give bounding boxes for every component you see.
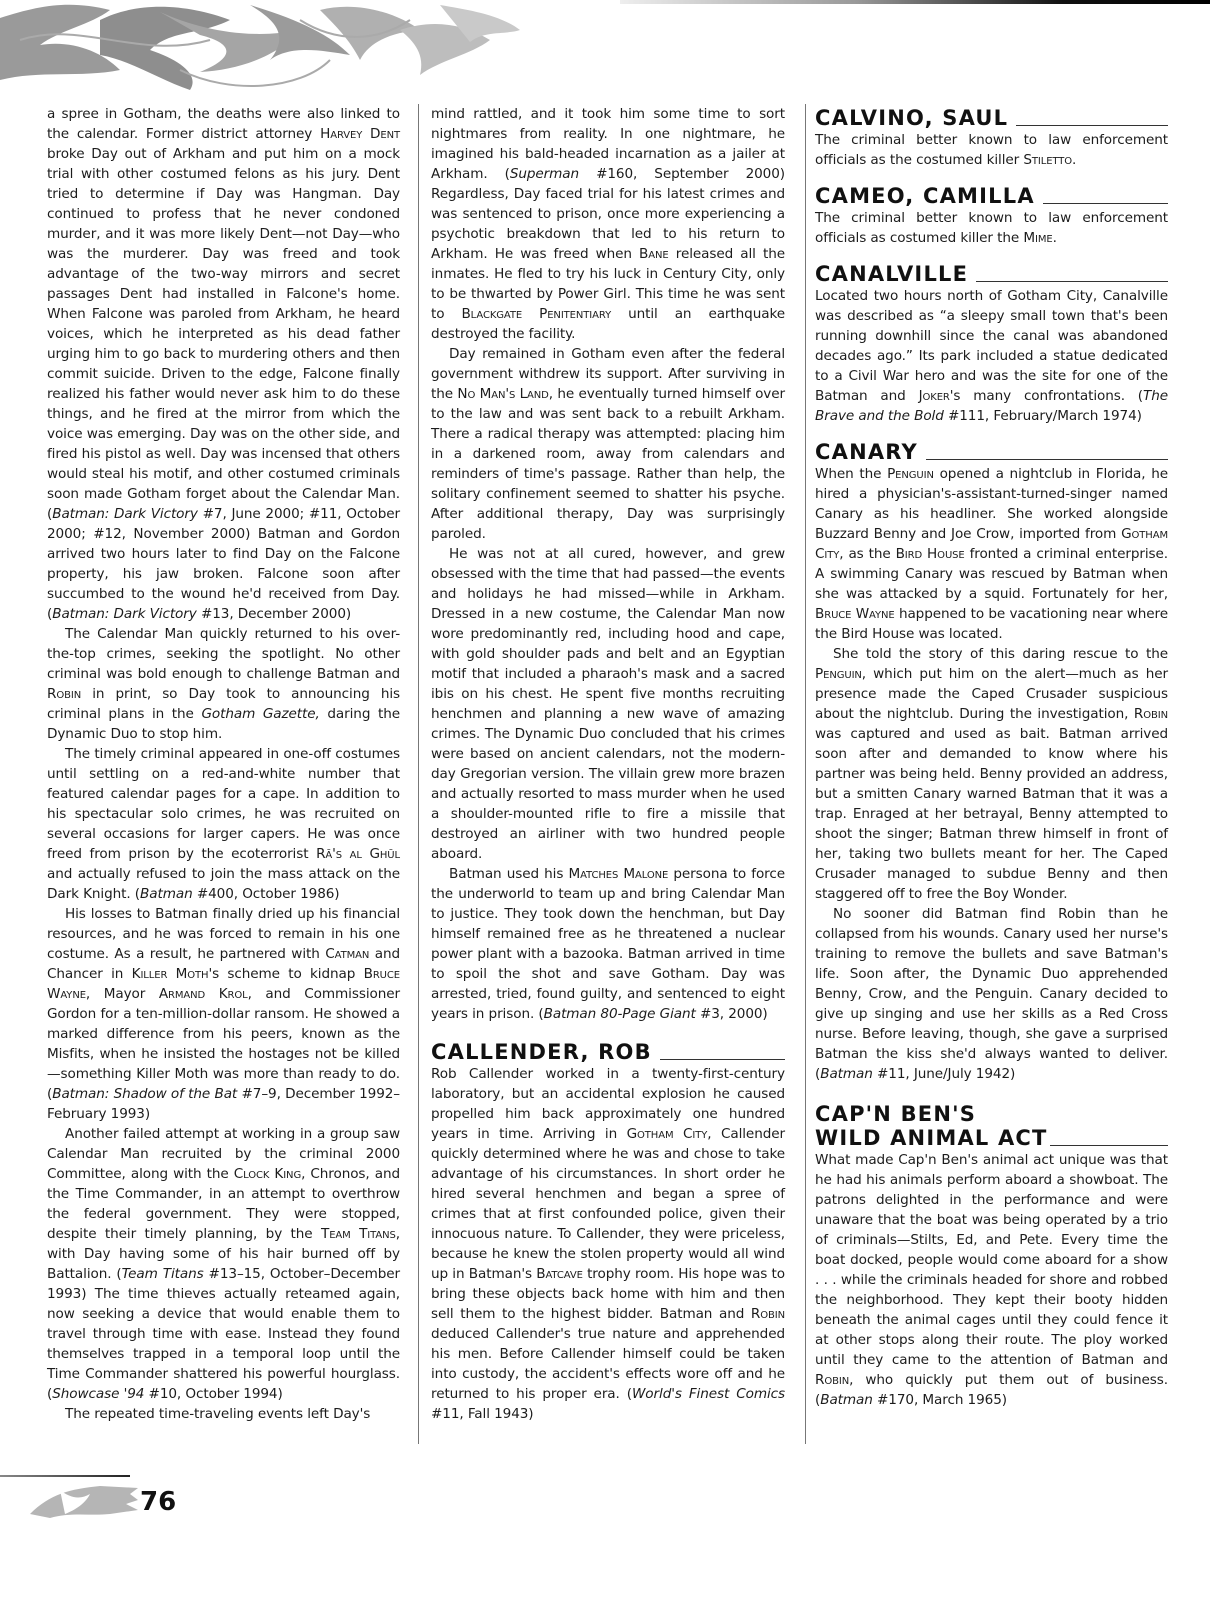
paragraph: Another failed attempt at working in a group saw Calendar Man recruited by the criminal 2000 Committee, along with the Clock King, Chronos, and the Time Commander, in an attempt to overthrow the federal government. They were stopped, despite their timely planning, by the Team Titans, with Day having some of his hair burned off by Battalion. (Team Titans #13–15, October–December 1993) The time thieves actually reteamed again, now seeking a device that would enable them to travel through time with ease. Instead they found themselves trapped in a temporal loop until the Time Commander shattered his powerful hourglass. (Showcase '94 #10, October 1994): [47, 1126, 401, 1402]
footer-rule: [0, 1475, 130, 1477]
entry-heading-canalville: CANALVILLE: [815, 262, 1168, 286]
entry-body-calvino: The criminal better known to law enforcement officials as the costumed killer Stiletto.: [815, 132, 1168, 168]
paragraph: Day remained in Gotham even after the federal government withdrew its support. After surviving in the No Man's Land, he eventually turned himself over to the law and was sent back to a rebuilt Arkham. There a radical therapy was attempted: placing him in a darkened room, away from calendars and reminders of time's passage. Rather than help, the solitary confinement seemed to shatter his psyche. After additional therapy, Day was surprisingly paroled.: [431, 346, 785, 542]
paragraph: The Calendar Man quickly returned to his over-the-top crimes, seeking the spotlight. No other criminal was bold enough to challenge Batman and Robin in print, so Day took to announcing his criminal plans in the Gotham Gazette, daring the Dynamic Duo to stop him.: [47, 626, 400, 742]
entry-heading-calvino: CALVINO, SAUL: [815, 106, 1168, 130]
heading-rule: [660, 1059, 785, 1060]
entry-heading-callender: CALLENDER, ROB: [431, 1040, 785, 1064]
entry-heading-capn-ben: CAP'N BEN'S WILD ANIMAL ACT: [815, 1102, 1168, 1150]
paragraph: The timely criminal appeared in one-off costumes until settling on a red-and-white number that featured calendar pages for a cape. In addition to his spectacular solo crimes, he was recruited on several occasions for larger capers. He was once freed from prison by the ecoterrorist Rā's al Ghūl and actually refused to join the mass attack on the Dark Knight. (Batman #400, October 1986): [47, 746, 400, 902]
header-rule: [620, 0, 1210, 4]
paragraph: mind rattled, and it took him some time to sort nightmares from reality. In one nightmare, he imagined his bald-headed incarnation as a jailer at Arkham. (Superman #160, September 2000) Regardless, Day faced trial for his latest crimes and was sentenced to prison, once more experiencing a psychotic breakdown that led to his return to Arkham. He was freed when Bane released all the inmates. He fled to try his luck in Century City, only to be thwarted by Power Girl. This time he was sent to Blackgate Penitentiary until an earthquake destroyed the facility.: [431, 106, 785, 342]
heading-rule: [1050, 1145, 1168, 1146]
entry-heading-canary: CANARY: [815, 440, 1168, 464]
entry-body-canalville: Located two hours north of Gotham City, Canalville was described as “a sleepy small town that's been running downhill since the canal was abandoned decades ago.” Its park included a statue dedicated to a Civil War hero and was the site for one of the Batman and Joker's many confrontations. (The Brave and the Bold #111, February/March 1974): [815, 288, 1168, 424]
entry-body-capn-ben: What made Cap'n Ben's animal act unique was that he had his animals perform aboard a showboat. The patrons delighted in the performance and were unaware that the boat was being operated by a trio of criminals—Stilts, Ed, and Pete. Every time the boat docked, people would come aboard for a show . . . while the criminals headed for shore and robbed the neighborhood. They kept their booty hidden beneath the animal cages until they could fence it at other stops along their route. The ploy worked until they came to the attention of Batman and Robin, who quickly put them out of business. (Batman #170, March 1965): [815, 1152, 1168, 1408]
paragraph: His losses to Batman finally dried up his financial resources, and he was forced to remain in his one costume. As a result, he partnered with Catman and Chancer in Killer Moth's scheme to kidnap Bruce Wayne, Mayor Armand Krol, and Commissioner Gordon for a ten-million-dollar ransom. He showed a marked difference from his peers, known as the Misfits, when he insisted the hostages not be killed—something Killer Moth was more than ready to do. (Batman: Shadow of the Bat #7–9, December 1992–February 1993): [47, 906, 400, 1122]
paragraph: She told the story of this daring rescue to the Penguin, which put him on the alert—much as her presence made the Caped Crusader suspicious about the nightclub. During the investigation, Robin was captured and used as bait. Batman arrived soon after and demanded to know where his partner was being held. Benny provided an address, but a smitten Canary warned Batman that it was a trap. Enraged at her betrayal, Benny attempted to shoot the singer; Batman threw himself in front of her, taking two bullets meant for her. The Caped Crusader managed to subdue Benny and then staggered off to free the Boy Wonder.: [815, 646, 1168, 902]
column-2: [431, 104, 785, 1424]
heading-rule: [926, 459, 1168, 460]
paragraph: a spree in Gotham, the deaths were also linked to the calendar. Former district attorney Harvey Dent broke Day out of Arkham and put him on a mock trial with other costumed felons as his jury. Dent tried to determine if Day was Hangman. Day continued to profess that he never condoned murder, and it was more likely Dent—not Day—who was the murderer. Day was freed and took advantage of the two-way mirrors and secret passages Dent had installed in Falcone's home. When Falcone was paroled from Arkham, he heard voices, which he interpreted as his dead father urging him to go back to murdering others and then commit suicide. Driven to the edge, Falcone finally realized his father would never ask him to do these things, and he fired at the mirror from which the voice was emerging. Day was on the other side, and fired his pistol as well. Day was incensed that others would steal his motif, and other costumed criminals soon made Gotham forget about the Calendar Man. (Batman: Dark Victory #7, June 2000; #11, October 2000; #12, November 2000) Batman and Gordon arrived two hours later to find Day on the Falcone property, his jaw broken. Falcone soon after succumbed to the wound he'd received from Day. (Batman: Dark Victory #13, December 2000): [47, 106, 401, 622]
heading-rule: [1016, 125, 1168, 126]
paragraph: The repeated time-traveling events left Day's: [65, 1406, 371, 1422]
bat-swirl-footer-icon: [30, 1484, 138, 1518]
entry-body-canary: When the Penguin opened a nightclub in Florida, he hired a physician's-assistant-turned-singer named Canary as his headliner. She worked alongside Buzzard Benny and Joe Crow, imported from Gotham City, as the Bird House fronted a criminal enterprise. A swimming Canary was rescued by Batman when she was attacked by a squid. Fortunately for her, Bruce Wayne happened to be vacationing near where the Bird House was located.: [815, 466, 1169, 642]
page-number: 76: [140, 1487, 177, 1517]
heading-rule: [1043, 203, 1168, 204]
heading-rule: [976, 281, 1168, 282]
paragraph: No sooner did Batman find Robin than he collapsed from his wounds. Canary used her nurse's training to remove the bullets and save Batman's life. Soon after, the Dynamic Duo apprehended Benny, Crow, and the Penguin. Canary decided to give up singing and use her skills as a Red Cross nurse. Before leaving, though, she gave a surprised Batman the kiss she'd always wanted to deliver. (Batman #11, June/July 1942): [815, 906, 1168, 1082]
column-1: [47, 104, 400, 1424]
entry-body-cameo: The criminal better known to law enforcement officials as costumed killer the Mime.: [815, 210, 1168, 246]
column-divider-left: [418, 104, 419, 1444]
paragraph: He was not at all cured, however, and grew obsessed with the time that had passed—the events and holidays he had missed—while in Arkham. Dressed in a new costume, the Calendar Man now wore predominantly red, including hood and cape, with gold shoulder pads and belt and an Egyptian motif that included a pharaoh's mask and a sacred ibis on his chest. He spent five months recruiting henchmen and planning a new wave of amazing crimes. The Dynamic Duo concluded that his crimes were based on ancient calendars, not the modern-day Gregorian version. The villain grew more brazen and actually resorted to mass murder when he used a shoulder-mounted rifle to fire a missile that destroyed an airliner with two hundred people aboard.: [431, 546, 785, 862]
paragraph: Batman used his Matches Malone persona to force the underworld to team up and bring Calendar Man to justice. They took down the henchman, but Day himself remained free as he threatened a nuclear power plant with a bazooka. Batman arrived in time to spoil the shot and save Gotham. Day was arrested, tried, found guilty, and sentenced to eight years in prison. (Batman 80-Page Giant #3, 2000): [431, 866, 786, 1022]
column-divider-right: [805, 104, 806, 1444]
column-3: [815, 104, 1168, 1410]
entry-body-callender: Rob Callender worked in a twenty-first-century laboratory, but an accidental explosion he caused propelled him back approximately one hundred years in time. Arriving in Gotham City, Callender quickly determined where he was and chose to take advantage of his circumstances. In short order he hired several henchmen and began a spree of crimes that at first confounded police, given their innocuous nature. To Callender, they were priceless, because he knew the stolen property would all wind up in Batman's Batcave trophy room. His hope was to bring these objects back home with him and then sell them to the highest bidder. Batman and Robin deduced Callender's true nature and apprehended his men. Before Callender himself could be taken into custody, the accident's effects wore off and he returned to his proper era. (World's Finest Comics #11, Fall 1943): [431, 1066, 785, 1422]
bat-swirl-banner-art: [0, 0, 1218, 100]
entry-heading-cameo: CAMEO, CAMILLA: [815, 184, 1168, 208]
